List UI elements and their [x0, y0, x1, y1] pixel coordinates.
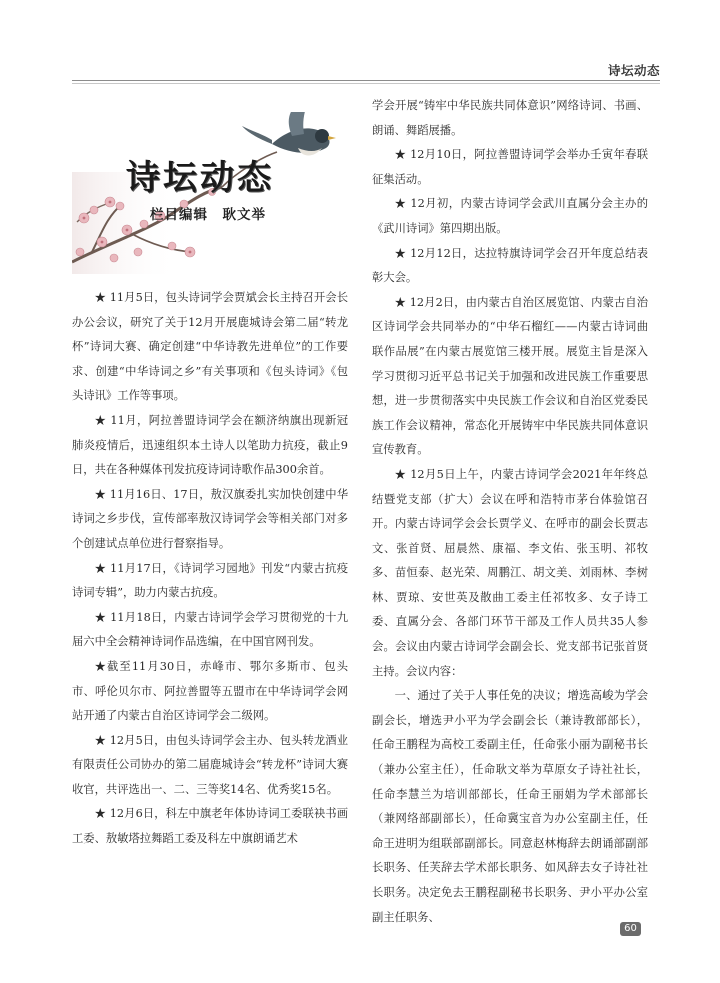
news-item: ★ 12月5日，由包头诗词学会主办、包头转龙酒业有限责任公司协办的第二届鹿城诗会“转龙杯”诗词大赛收官，共评选出一、二、三等奖14名、优秀奖15名。 — [72, 733, 348, 796]
news-item: ★ 11月18日，内蒙古诗词学会学习贯彻党的十九届六中全会精神诗词作品选编，在中国官网刊发。 — [72, 610, 348, 649]
section-label: 诗坛动态 — [607, 63, 660, 78]
left-column — [72, 286, 348, 852]
news-item: ★ 11月17日，《诗词学习园地》刊发“内蒙古抗疫诗词专辑”，助力内蒙古抗疫。 — [72, 561, 348, 600]
news-item: ★ 12月10日，阿拉善盟诗词学会举办壬寅年春联征集活动。 — [372, 148, 648, 186]
column-banner — [72, 112, 348, 274]
news-item: ★ 12月2日，由内蒙古自治区展览馆、内蒙古自治区诗词学会共同举办的“中华石榴红——内蒙古诗词曲联作品展”在内蒙古展览馆三楼开展。展览主旨是深入学习贯彻习近平总书记关于加强和改进民族工作重要思想，进一步贯彻落实中央民族工作会议和自治区党委民族工作会议精神，常态化开展铸牢中华民族共同体意识宣传教育。 — [372, 295, 648, 457]
header-rule — [72, 80, 660, 81]
news-item: ★ 12月初，内蒙古诗词学会武川直属分会主办的《武川诗词》第四期出版。 — [372, 197, 648, 235]
news-item-continuation: 学会开展“铸牢中华民族共同体意识”网络诗词、书画、朗诵、舞蹈展播。 — [372, 99, 648, 137]
news-item: ★ 12月5日上午，内蒙古诗词学会2021年年终总结暨党支部（扩大）会议在呼和浩特市茅台体验馆召开。内蒙古诗词学会会长贾学义、在呼市的副会长贾志文、张首贤、屈晨然、康福、李文佑、张玉明、祁牧多、苗恒泰、赵光荣、周鹏江、胡文美、刘雨林、李树林、贾琼、安世英及散曲工委主任祁牧多、女子诗工委、直属分会、各部门环节干部及工作人员共35人参会。会议由内蒙古诗词学会副会长、党支部书记张首贤主持。会议内容： — [372, 467, 648, 678]
right-column — [372, 94, 648, 930]
page-number-badge: 60 — [620, 922, 641, 936]
news-item: ★ 12月6日，科左中旗老年体协诗词工委联袂书画工委、敖敏塔拉舞蹈工委及科左中旗朗诵艺术 — [72, 807, 348, 846]
news-item: ★截至11月30日，赤峰市、鄂尔多斯市、包头市、呼伦贝尔市、阿拉善盟等五盟市在中华诗词学会网站开通了内蒙古自治区诗词学会二级网。 — [72, 659, 348, 723]
news-item: ★ 11月5日，包头诗词学会贾斌会长主持召开会长办公会议，研究了关于12月开展鹿城诗会第二届“转龙杯”诗词大赛、确定创建“中华诗教先进单位”的工作要求、创建“中华诗词之乡”有关事项和《包头诗词》《包头诗讯》工作等事项。 — [72, 291, 348, 403]
news-item: ★ 11月，阿拉善盟诗词学会在额济纳旗出现新冠肺炎疫情后，迅速组织本土诗人以笔助力抗疫，截止9日，共在各种媒体刊发抗疫诗词诗歌作品300余首。 — [72, 413, 348, 477]
news-item: ★ 11月16日、17日，敖汉旗委扎实加快创建中华诗词之乡步伐，宣传部率敖汉诗词学会等相关部门对多个创建试点单位进行督察指导。 — [72, 487, 348, 550]
news-item: 一、通过了关于人事任免的决议；增选高峻为学会副会长，增选尹小平为学会副会长（兼诗教部部长），任命王鹏程为高校工委副主任，任命张小丽为副秘书长（兼办公室主任），任命耿文举为草原女子诗社社长，任命李慧兰为培训部部长，任命王丽娟为学术部部长（兼网络部副部长），任命冀宝音为办公室副主任，任命王进明为组联部副部长。同意赵林梅辞去朗诵部副部长职务、任芙辞去学术部长职务、如风辞去女子诗社社长职务。决定免去王鹏程副秘书长职务、尹小平办公室副主任职务、 — [372, 689, 648, 924]
column-editor: 栏目编辑 耿文举 — [150, 207, 266, 223]
header-rule-secondary — [72, 83, 660, 84]
news-item: ★ 12月12日，达拉特旗诗词学会召开年度总结表彰大会。 — [372, 246, 648, 285]
column-title: 诗坛动态 — [126, 158, 274, 198]
